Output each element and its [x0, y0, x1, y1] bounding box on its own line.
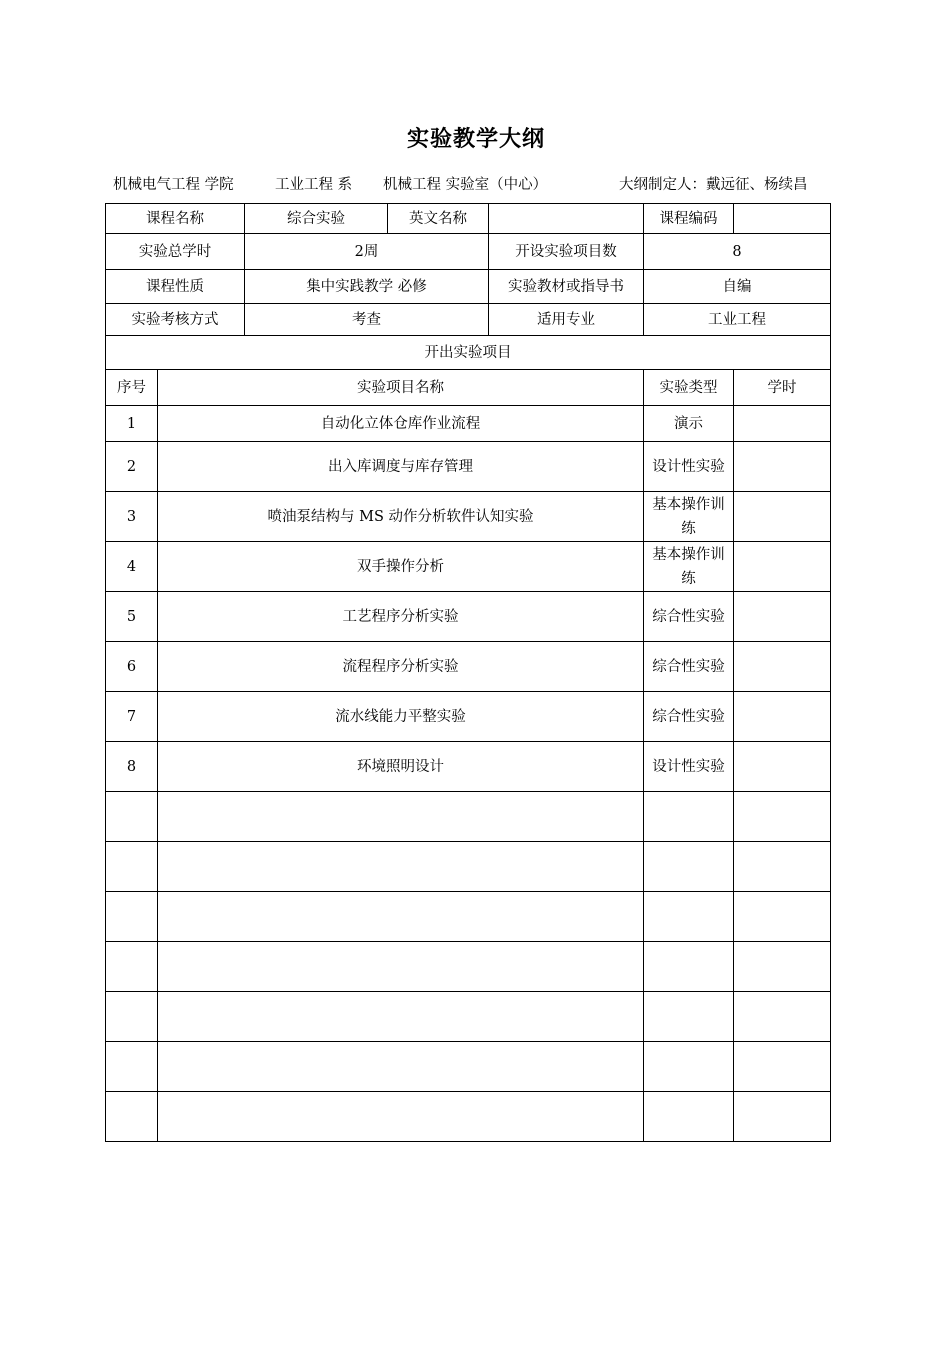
- empty-cell: [734, 1092, 831, 1142]
- project-name: 流水线能力平整实验: [158, 692, 644, 742]
- lab-label: 机械工程 实验室（中心）: [383, 177, 548, 193]
- project-type: 综合性实验: [644, 592, 734, 642]
- project-number: 5: [106, 592, 158, 642]
- page-title: 实验教学大纲: [406, 127, 545, 152]
- empty-cell: [644, 842, 734, 892]
- course-code-label: 课程编码: [644, 204, 734, 234]
- major-value: 工业工程: [644, 304, 831, 336]
- empty-cell: [734, 942, 831, 992]
- empty-cell: [158, 792, 644, 842]
- project-type: 综合性实验: [644, 642, 734, 692]
- empty-row: [106, 992, 831, 1042]
- table-row: [106, 642, 831, 692]
- empty-cell: [644, 892, 734, 942]
- project-name: 喷油泵结构与 MS 动作分析软件认知实验: [158, 492, 644, 542]
- project-type: 设计性实验: [644, 742, 734, 792]
- empty-cell: [158, 842, 644, 892]
- column-header: 实验类型: [644, 370, 734, 406]
- empty-cell: [158, 1042, 644, 1092]
- table-row: [106, 492, 831, 542]
- course-name-value: 综合实验: [245, 204, 388, 234]
- table-row: [106, 742, 831, 792]
- projects-header-row: [106, 370, 831, 406]
- author-label: 大纲制定人：戴远征、杨续昌: [619, 177, 808, 193]
- empty-cell: [106, 892, 158, 942]
- empty-row: [106, 892, 831, 942]
- empty-row: [106, 842, 831, 892]
- table-row: [106, 542, 831, 592]
- empty-cell: [106, 1042, 158, 1092]
- nature-value: 集中实践教学 必修: [245, 270, 489, 304]
- empty-cell: [106, 1092, 158, 1142]
- project-number: 4: [106, 542, 158, 592]
- empty-cell: [644, 792, 734, 842]
- english-name-label: 英文名称: [388, 204, 489, 234]
- project-type: 演示: [644, 406, 734, 442]
- project-name: 出入库调度与库存管理: [158, 442, 644, 492]
- project-name: 流程程序分析实验: [158, 642, 644, 692]
- project-hours: [734, 442, 831, 492]
- project-hours: [734, 542, 831, 592]
- empty-cell: [734, 792, 831, 842]
- project-hours: [734, 692, 831, 742]
- project-hours: [734, 492, 831, 542]
- assessment-label: 实验考核方式: [106, 304, 245, 336]
- project-name: 双手操作分析: [158, 542, 644, 592]
- empty-cell: [106, 992, 158, 1042]
- empty-cell: [734, 892, 831, 942]
- course-info-row: [106, 204, 831, 234]
- project-name: 环境照明设计: [158, 742, 644, 792]
- project-number: 2: [106, 442, 158, 492]
- textbook-value: 自编: [644, 270, 831, 304]
- project-hours: [734, 592, 831, 642]
- college-label: 机械电气工程 学院: [113, 177, 234, 193]
- empty-row: [106, 942, 831, 992]
- empty-cell: [158, 892, 644, 942]
- empty-cell: [106, 792, 158, 842]
- department-label: 工业工程 系: [275, 177, 353, 193]
- empty-cell: [734, 842, 831, 892]
- total-hours-label: 实验总学时: [106, 234, 245, 270]
- empty-cell: [644, 1092, 734, 1142]
- column-header: 序号: [106, 370, 158, 406]
- header-info: [113, 173, 843, 197]
- project-hours: [734, 742, 831, 792]
- empty-row: [106, 792, 831, 842]
- project-number: 7: [106, 692, 158, 742]
- nature-label: 课程性质: [106, 270, 245, 304]
- empty-cell: [734, 1042, 831, 1092]
- project-number: 6: [106, 642, 158, 692]
- course-info-row: [106, 270, 831, 304]
- project-type: 基本操作训练: [644, 492, 734, 542]
- empty-cell: [158, 992, 644, 1042]
- project-count-value: 8: [644, 234, 831, 270]
- empty-cell: [158, 942, 644, 992]
- project-type: 设计性实验: [644, 442, 734, 492]
- column-header: 学时: [734, 370, 831, 406]
- empty-row: [106, 1092, 831, 1142]
- project-name: 工艺程序分析实验: [158, 592, 644, 642]
- total-hours-value: 2周: [245, 234, 489, 270]
- table-row: [106, 592, 831, 642]
- course-code-value: [734, 204, 831, 234]
- project-number: 8: [106, 742, 158, 792]
- english-name-value: [489, 204, 644, 234]
- project-number: 1: [106, 406, 158, 442]
- empty-cell: [644, 1042, 734, 1092]
- table-row: [106, 692, 831, 742]
- project-type: 综合性实验: [644, 692, 734, 742]
- section-title: 开出实验项目: [106, 336, 831, 370]
- project-hours: [734, 642, 831, 692]
- empty-cell: [158, 1092, 644, 1142]
- empty-cell: [644, 992, 734, 1042]
- course-info-row: [106, 304, 831, 336]
- project-count-label: 开设实验项目数: [489, 234, 644, 270]
- course-name-label: 课程名称: [106, 204, 245, 234]
- assessment-value: 考查: [245, 304, 489, 336]
- project-number: 3: [106, 492, 158, 542]
- project-type: 基本操作训练: [644, 542, 734, 592]
- project-name: 自动化立体仓库作业流程: [158, 406, 644, 442]
- column-header: 实验项目名称: [158, 370, 644, 406]
- section-title-row: [106, 336, 831, 370]
- empty-cell: [644, 942, 734, 992]
- empty-cell: [106, 942, 158, 992]
- table-row: [106, 406, 831, 442]
- project-hours: [734, 406, 831, 442]
- syllabus-table: [105, 203, 831, 1142]
- empty-cell: [106, 842, 158, 892]
- empty-cell: [734, 992, 831, 1042]
- course-info-row: [106, 234, 831, 270]
- major-label: 适用专业: [489, 304, 644, 336]
- empty-row: [106, 1042, 831, 1092]
- table-row: [106, 442, 831, 492]
- textbook-label: 实验教材或指导书: [489, 270, 644, 304]
